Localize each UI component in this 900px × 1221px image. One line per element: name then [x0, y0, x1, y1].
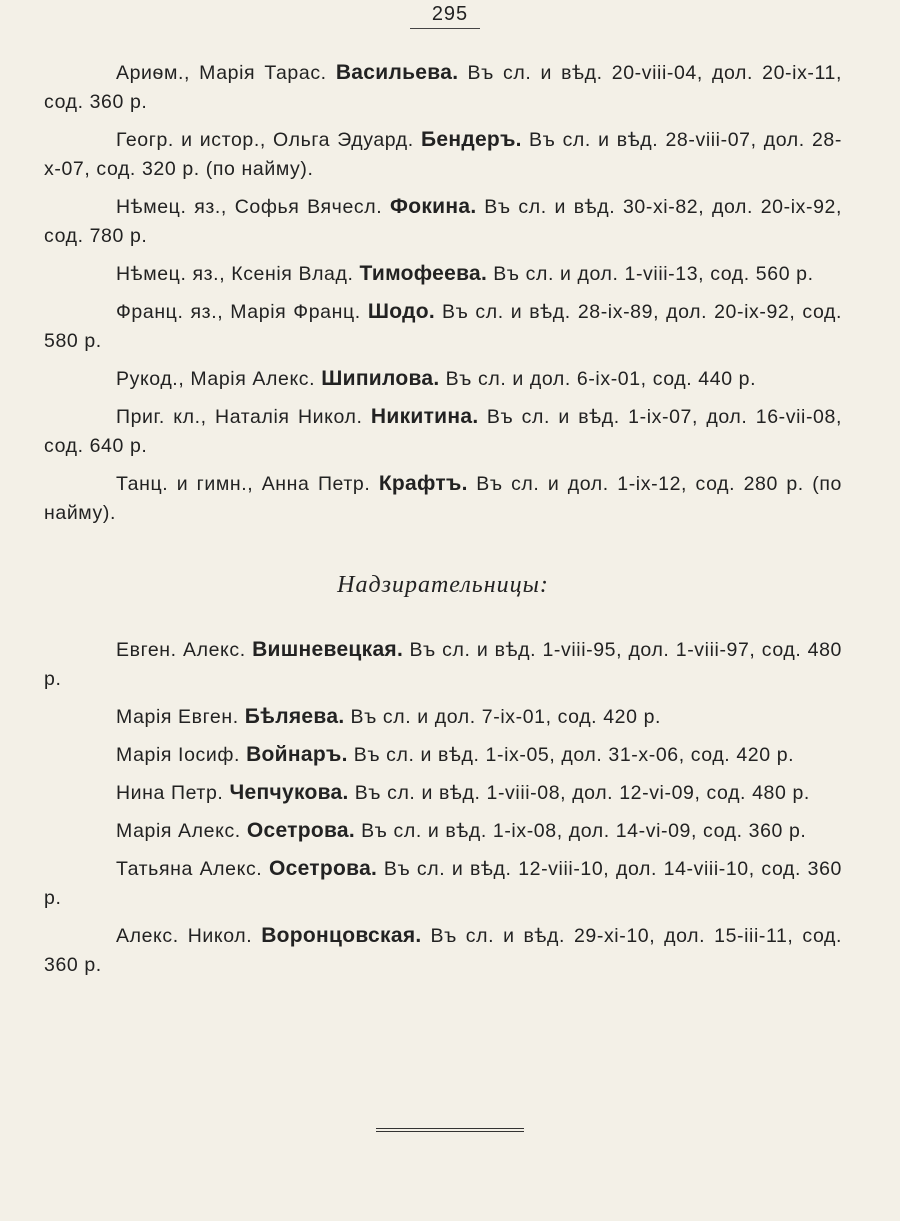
surname: Фокина.: [390, 195, 477, 218]
surname: Чепчукова.: [229, 781, 349, 804]
list-item: Алекс. Никол. Воронцовская. Въ сл. и вѣд. 29-xi-10, дол. 15-iii-11, сод. 360 р.: [44, 924, 842, 976]
entries-container: [44, 58, 842, 988]
surname: Никитина.: [370, 405, 479, 428]
supervisors-list: [44, 635, 842, 980]
list-item: Марія Евген. Бѣляева. Въ сл. и дол. 7-ix-01, сод. 420 р.: [116, 705, 662, 728]
list-item: Ариѳм., Марія Тарас. Васильева. Въ сл. и вѣд. 20-viii-04, дол. 20-ix-11, сод. 360 р.: [44, 61, 842, 113]
surname: Бѣляева.: [244, 705, 345, 728]
list-item: Нѣмец. яз., Ксенія Влад. Тимофеева. Въ сл. и дол. 1-viii-13, сод. 560 р.: [116, 262, 814, 285]
surname: Осетрова.: [268, 857, 378, 880]
teachers-list: [44, 58, 842, 528]
surname: Шодо.: [367, 300, 435, 323]
list-item: Марія Іосиф. Войнаръ. Въ сл. и вѣд. 1-ix-05, дол. 31-x-06, сод. 420 р.: [116, 743, 795, 766]
list-item: Геогр. и истор., Ольга Эдуард. Бендеръ. Въ сл. и вѣд. 28-viii-07, дол. 28-x-07, сод. 320 р. (по найму).: [44, 128, 842, 180]
surname: Шипилова.: [321, 367, 440, 390]
section-title: Надзирательницы:: [337, 572, 549, 598]
surname: Войнаръ.: [246, 743, 348, 766]
page-number-rule: [410, 28, 480, 29]
list-item: Танц. и гимн., Анна Петр. Крафтъ. Въ сл. и дол. 1-ix-12, сод. 280 р. (по найму).: [44, 472, 842, 524]
list-item: Нѣмец. яз., Софья Вячесл. Фокина. Въ сл. и вѣд. 30-xi-82, дол. 20-ix-92, сод. 780 р.: [44, 195, 842, 247]
surname: Бендеръ.: [420, 128, 522, 151]
surname: Осетрова.: [246, 819, 356, 842]
surname: Васильева.: [335, 61, 459, 84]
page-number: 295: [431, 3, 469, 25]
list-item: Приг. кл., Наталія Никол. Никитина. Въ сл. и вѣд. 1-ix-07, дол. 16-vii-08, сод. 640 р.: [44, 405, 842, 457]
list-item: Евген. Алекс. Вишневецкая. Въ сл. и вѣд. 1-viii-95, дол. 1-viii-97, сод. 480 р.: [44, 638, 842, 690]
list-item: Рукод., Марія Алекс. Шипилова. Въ сл. и дол. 6-ix-01, сод. 440 р.: [116, 367, 757, 390]
list-item: Татьяна Алекс. Осетрова. Въ сл. и вѣд. 12-viii-10, дол. 14-viii-10, сод. 360 р.: [44, 857, 842, 909]
list-item: Марія Алекс. Осетрова. Въ сл. и вѣд. 1-ix-08, дол. 14-vi-09, сод. 360 р.: [116, 819, 807, 842]
surname: Воронцовская.: [261, 924, 422, 947]
surname: Тимофеева.: [359, 262, 488, 285]
end-rule: [376, 1128, 524, 1132]
list-item: Франц. яз., Марія Франц. Шодо. Въ сл. и вѣд. 28-ix-89, дол. 20-ix-92, сод. 580 р.: [44, 300, 842, 352]
surname: Крафтъ.: [378, 472, 468, 495]
surname: Вишневецкая.: [252, 638, 404, 661]
list-item: Нина Петр. Чепчукова. Въ сл. и вѣд. 1-viii-08, дол. 12-vi-09, сод. 480 р.: [116, 781, 810, 804]
